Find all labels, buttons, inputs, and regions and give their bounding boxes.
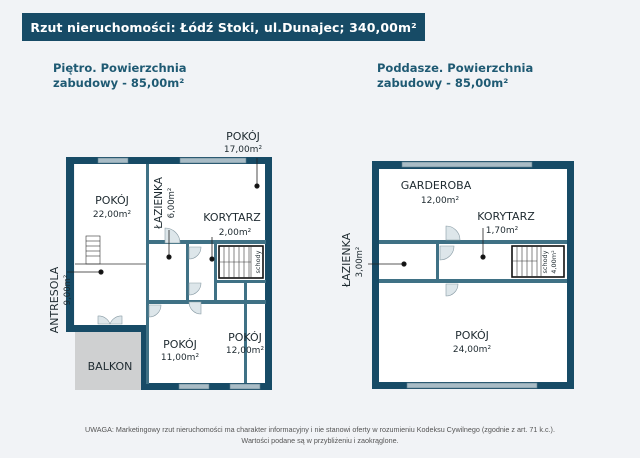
room-area-garderoba: 12,00m² [420, 196, 460, 206]
room-name-antresola: ANTRESOLA [48, 266, 61, 334]
room-name-korytarz: KORYTARZ [203, 211, 261, 224]
room-name-pokoj-24: POKÓJ [455, 329, 489, 342]
room-name-lazienka: ŁAZIENKA [153, 177, 165, 229]
room-name-pokoj-22: POKÓJ [95, 194, 129, 207]
room-area-korytarz: 1,70m² [485, 226, 519, 236]
room-area-pokoj-24: 24,00m² [452, 345, 492, 355]
room-area-pokoj-22: 22,00m² [92, 210, 132, 220]
room-name-lazienka: ŁAZIENKA [340, 232, 353, 288]
room-area-lazienka: 3,00m² [355, 246, 365, 278]
room-area-antresola: 9,00m² [63, 274, 73, 306]
room-area-pokoj-12: 12,00m² [225, 346, 265, 356]
room-name-garderoba: GARDEROBA [400, 179, 472, 192]
floor-heading-line1: Poddasze. Powierzchnia [377, 61, 534, 75]
stairs-label: schody [541, 250, 549, 274]
floor-plan-poddasze [340, 161, 574, 389]
room-area-lazienka: 6,00m² [167, 187, 177, 219]
disclaimer-line1: UWAGA: Marketingowy rzut nieruchomości ma charakter informacyjny i nie stanowi oferty w rozumieniu Kodeksu Cywilnego (zgodnie z art. 71 k.c.). [85, 425, 555, 434]
room-area-korytarz: 2,00m² [218, 228, 252, 238]
floor-heading-line2: zabudowy - 85,00m² [377, 76, 509, 90]
room-area-pokoj-11: 11,00m² [160, 353, 200, 363]
room-name-balkon: BALKON [87, 360, 133, 373]
room-name-korytarz: KORYTARZ [477, 210, 535, 223]
disclaimer-line2: Wartości podane są w przybliżeniu i zaokrąglone. [241, 436, 399, 445]
floor-heading-line2: zabudowy - 85,00m² [53, 76, 185, 90]
stairs-label: schody [254, 250, 262, 274]
room-name-pokoj-11: POKÓJ [163, 338, 197, 351]
stairs [219, 246, 263, 278]
floor-plan-pietro [48, 130, 272, 390]
page-title: Rzut nieruchomości: Łódź Stoki, ul.Dunajec; 340,00m² [30, 19, 417, 35]
disclaimer [0, 424, 640, 446]
room-name-pokoj-12: POKÓJ [228, 331, 262, 344]
room-area-pokoj-17: 17,00m² [223, 145, 263, 155]
stairs [512, 246, 564, 277]
floor-heading-line1: Piętro. Powierzchnia [53, 61, 187, 75]
room-name-pokoj-17: POKÓJ [226, 130, 260, 143]
stairs-area: 4,00m² [550, 250, 558, 274]
